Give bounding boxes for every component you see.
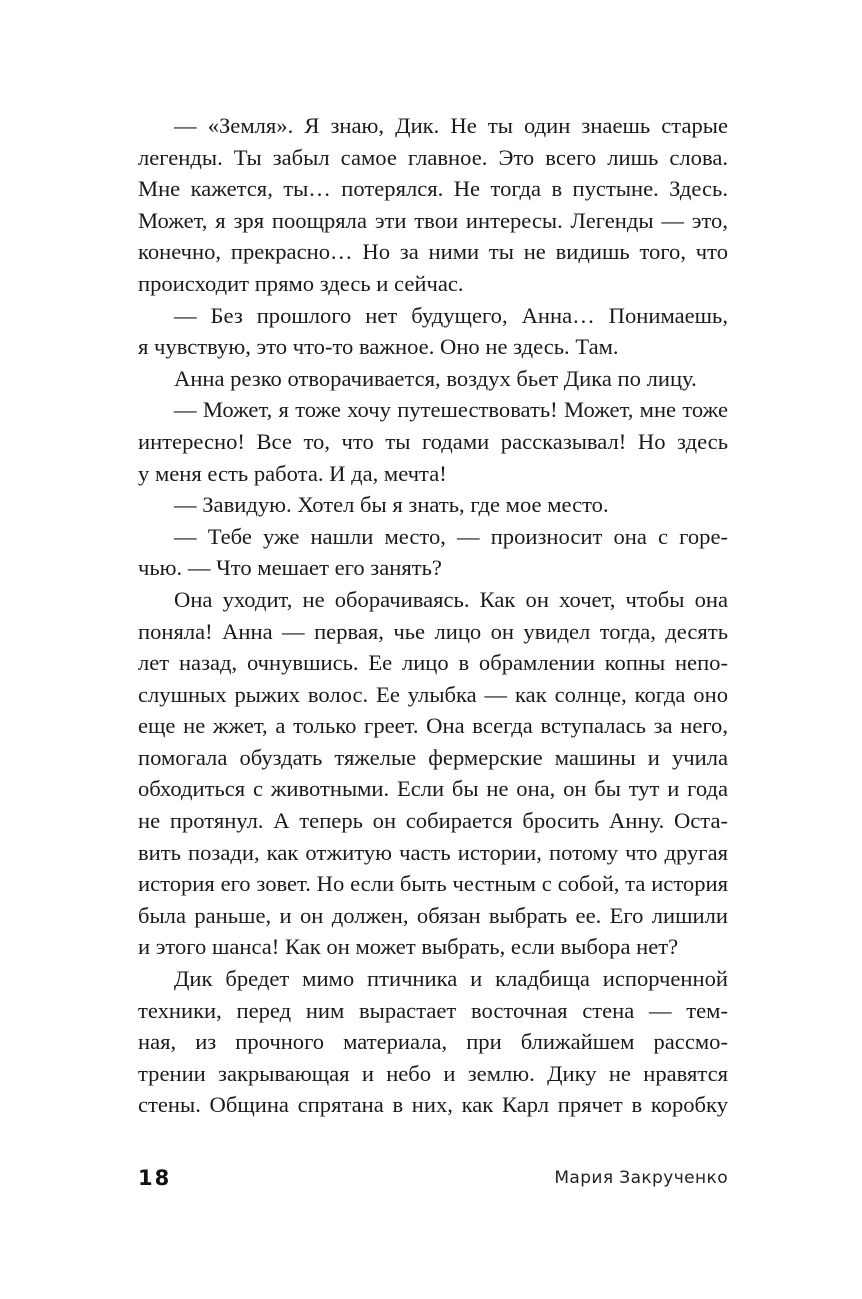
text-line: лет назад, очнувшись. Ее лицо в обрамлении копны непо- (138, 650, 728, 676)
text-line: — Тебе уже нашли место, — произносит она с горе- (174, 523, 728, 549)
text-line: ная, из прочного материала, при ближайшем рассмо- (138, 1029, 728, 1055)
text-line: обходиться с животными. Если бы не она, он бы тут и года (138, 776, 728, 802)
text-line: легенды. Ты забыл самое главное. Это всего лишь слова. (138, 144, 728, 170)
author-name: Мария Закрученко (554, 1168, 728, 1188)
text-line: чью. — Что мешает его занять? (138, 555, 442, 581)
body-text (138, 110, 728, 1121)
text-line: трении закрывающая и небо и землю. Дику не нравятся (138, 1060, 728, 1086)
text-line: Мне кажется, ты… потерялся. Не тогда в пустыне. Здесь. (138, 176, 728, 202)
page-number: 18 (138, 1166, 172, 1190)
text-line: поняла! Анна — первая, чье лицо он увидел тогда, десять (138, 618, 728, 644)
text-line: Анна резко отворачивается, воздух бьет Дика по лицу. (174, 365, 697, 391)
text-line: вить позади, как отжитую часть истории, потому что другая (138, 839, 728, 865)
text-line: — Без прошлого нет будущего, Анна… Понимаешь, (174, 302, 728, 328)
text-line: помогала обуздать тяжелые фермерские машины и учила (138, 744, 728, 770)
text-line: еще не жжет, а только греет. Она всегда вступалась за него, (138, 713, 728, 739)
text-line: Она уходит, не оборачиваясь. Как он хочет, чтобы она (174, 586, 728, 612)
text-line: происходит прямо здесь и сейчас. (138, 270, 464, 296)
text-line: конечно, прекрасно… Но за ними ты не видишь того, что (138, 239, 728, 265)
text-line: — «Земля». Я знаю, Дик. Не ты один знаешь старые (174, 113, 728, 138)
text-line: стены. Община спрятана в них, как Карл прячет в коробку (138, 1092, 728, 1118)
text-line: — Может, я тоже хочу путешествовать! Может, мне тоже (174, 397, 728, 423)
text-line: была раньше, и он должен, обязан выбрать ее. Его лишили (138, 902, 728, 928)
text-line: я чувствую, это что-то важное. Оно не здесь. Там. (138, 334, 619, 360)
text-line: слушных рыжих волос. Ее улыбка — как солнце, когда оно (138, 681, 728, 707)
text-line: и этого шанса! Как он может выбрать, если выбора нет? (138, 934, 679, 960)
text-line: у меня есть работа. И да, мечта! (138, 460, 447, 486)
text-line: — Завидую. Хотел бы я знать, где мое место. (174, 492, 609, 518)
text-line: не протянул. А теперь он собирается бросить Анну. Оста- (138, 808, 728, 834)
text-line: Может, я зря поощряла эти твои интересы. Легенды — это, (138, 207, 728, 233)
text-line: интересно! Все то, что ты годами рассказывал! Но здесь (138, 428, 728, 454)
text-line: история его зовет. Но если быть честным с собой, та история (138, 871, 728, 897)
text-line: Дик бредет мимо птичника и кладбища испорченной (174, 966, 728, 992)
page-footer (138, 1166, 728, 1196)
text-line: техники, перед ним вырастает восточная стена — тем- (138, 997, 728, 1023)
